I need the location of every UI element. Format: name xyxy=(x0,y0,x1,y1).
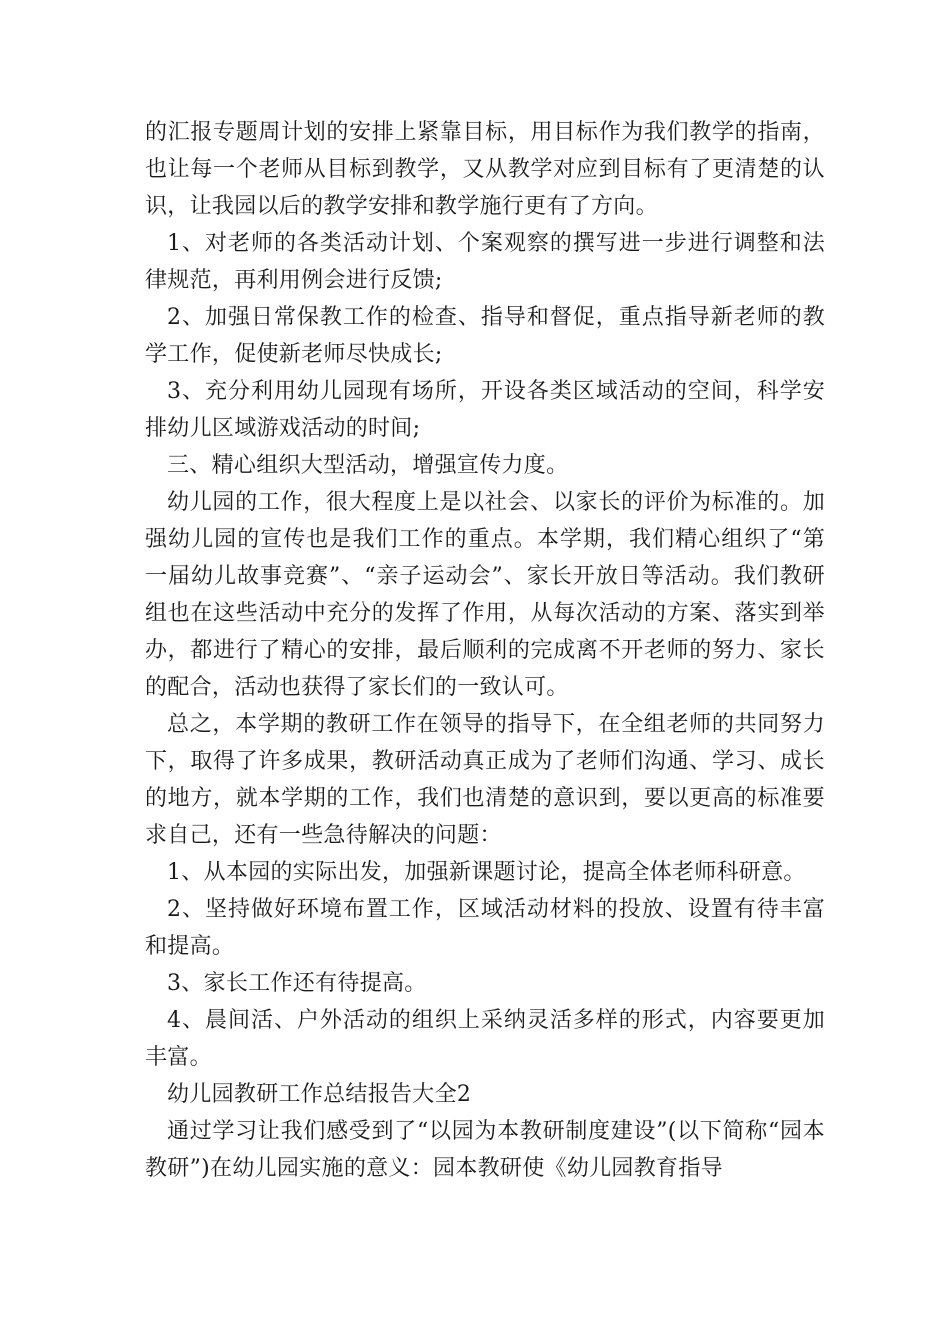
paragraph-item-1: 1、对老师的各类活动计划、个案观察的撰写进一步进行调整和法律规范，再利用例会进行反馈; xyxy=(145,231,825,293)
paragraph-publicity: 幼儿园的工作，很大程度上是以社会、以家长的评价为标准的。加强幼儿园的宣传也是我们工作的重点。本学期，我们精心组织了“第一届幼儿故事竞赛”、“亲子运动会”、家长开放日等活动。我们教研组也在这些活动中充分的发挥了作用，从每次活动的方案、落实到举办，都进行了精心的安排，最后顺利的完成离不开老师的努力、家长的配合，活动也获得了家长们的一致认可。 xyxy=(145,490,825,700)
paragraph-item-2: 2、加强日常保教工作的检查、指导和督促，重点指导新老师的教学工作，促使新老师尽快成长; xyxy=(145,305,825,367)
paragraph-intro-2: 通过学习让我们感受到了“以园为本教研制度建设”(以下简称“园本教研”)在幼儿园实施的意义：园本教研使《幼儿园教育指导 xyxy=(145,1119,825,1181)
paragraph-issue-2: 2、坚持做好环境布置工作，区域活动材料的投放、设置有待丰富和提高。 xyxy=(145,897,825,959)
paragraph-issue-4: 4、晨间活、户外活动的组织上采纳灵活多样的形式，内容要更加丰富。 xyxy=(145,1008,825,1070)
paragraph-summary: 总之，本学期的教研工作在领导的指导下，在全组老师的共同努力下，取得了许多成果，教研活动真正成为了老师们沟通、学习、成长的地方，就本学期的工作，我们也清楚的意识到，要以更高的标准要求自己，还有一些急待解决的问题： xyxy=(145,712,825,848)
paragraph-issue-3: 3、家长工作还有待提高。 xyxy=(167,971,427,996)
section-heading-3: 三、精心组织大型活动，增强宣传力度。 xyxy=(167,453,569,478)
paragraph-continuation: 的汇报专题周计划的安排上紧靠目标，用目标作为我们教学的指南，也让每一个老师从目标到教学，又从教学对应到目标有了更清楚的认识，让我园以后的教学安排和教学施行更有了方向。 xyxy=(145,120,825,219)
paragraph-item-3: 3、充分利用幼儿园现有场所，开设各类区域活动的空间，科学安排幼儿区域游戏活动的时间; xyxy=(145,379,825,441)
article-title-2: 幼儿园教研工作总结报告大全2 xyxy=(167,1082,472,1107)
document-body xyxy=(145,114,825,1187)
paragraph-issue-1: 1、从本园的实际出发，加强新课题讨论，提高全体老师科研意。 xyxy=(167,860,806,885)
